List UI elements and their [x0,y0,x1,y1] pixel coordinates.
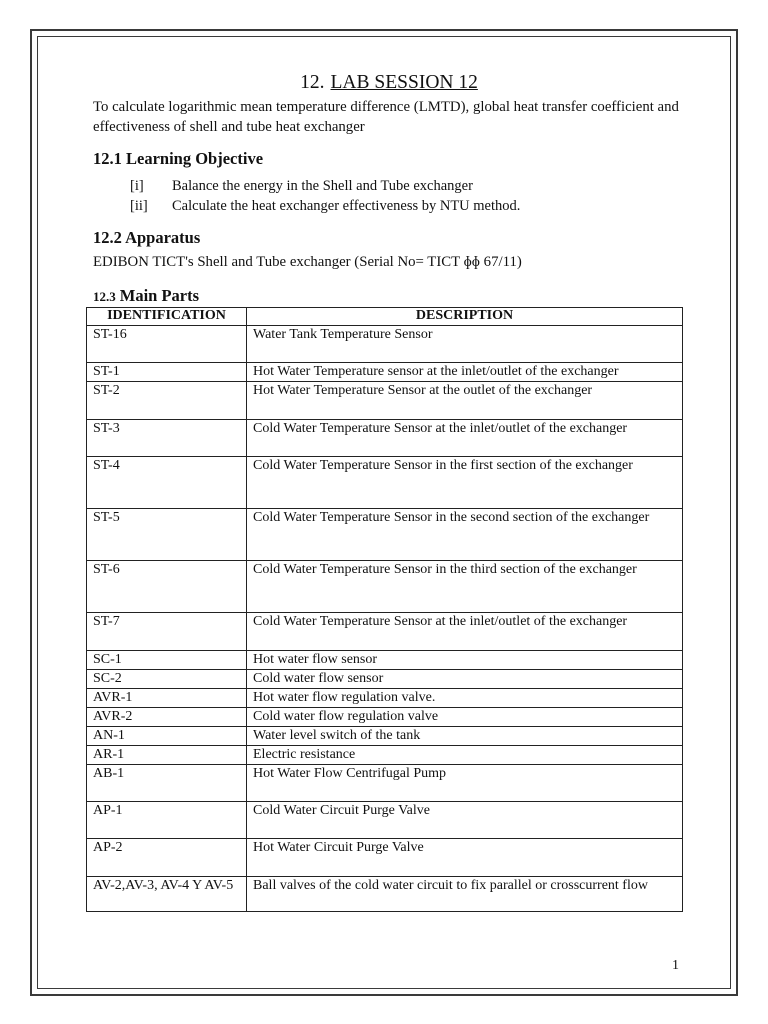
table-row [87,561,683,613]
table-row [87,765,683,802]
cell-id: SC-2 [87,670,247,689]
page-title [93,72,685,94]
cell-id: ST-1 [87,363,247,382]
cell-id: AP-1 [87,802,247,839]
list-marker: [i] [130,178,144,194]
cell-id: AR-1 [87,746,247,765]
objective-list [130,176,520,216]
cell-desc: Hot Water Flow Centrifugal Pump [247,765,683,802]
cell-id: AVR-1 [87,689,247,708]
cell-id: SC-1 [87,651,247,670]
table-row [87,746,683,765]
cell-desc: Electric resistance [247,746,683,765]
table-row [87,670,683,689]
cell-id: ST-6 [87,561,247,613]
cell-id: AV-2,AV-3, AV-4 Y AV-5 [87,877,247,912]
table-row [87,877,683,912]
list-item [130,196,520,216]
cell-desc: Water level switch of the tank [247,727,683,746]
cell-desc: Cold Water Circuit Purge Valve [247,802,683,839]
table-row [87,509,683,561]
cell-desc: Water Tank Temperature Sensor [247,326,683,363]
cell-id: ST-16 [87,326,247,363]
intro-paragraph: To calculate logarithmic mean temperature difference (LMTD), global heat transfer coefficient and effectiveness of shell and tube heat exchanger [93,99,679,135]
table-header-row [87,308,683,326]
list-marker: [ii] [130,198,148,214]
cell-id: ST-5 [87,509,247,561]
column-header-identification: IDENTIFICATION [87,308,247,326]
cell-desc: Cold Water Temperature Sensor in the second section of the exchanger [247,509,683,561]
table-row [87,689,683,708]
cell-desc: Hot Water Temperature sensor at the inlet/outlet of the exchanger [247,363,683,382]
title-text: LAB SESSION 12 [330,72,478,93]
main-parts-heading-text: Main Parts [119,286,200,305]
list-item [130,176,520,196]
title-number: 12. [300,72,325,93]
cell-id: AP-2 [87,839,247,877]
cell-desc: Hot water flow sensor [247,651,683,670]
table-row [87,727,683,746]
table-row [87,457,683,509]
cell-desc: Cold water flow regulation valve [247,708,683,727]
apparatus-heading: 12.2 Apparatus [93,228,201,247]
cell-desc: Hot Water Temperature Sensor at the outlet of the exchanger [247,382,683,420]
table-row [87,651,683,670]
column-header-description: DESCRIPTION [247,308,683,326]
list-item-text: Calculate the heat exchanger effectiveness by NTU method. [172,198,521,214]
table-row [87,420,683,457]
main-parts-heading-number: 12.3 [93,289,116,304]
learning-objective-heading: 12.1 Learning Objective [93,149,264,168]
cell-id: ST-3 [87,420,247,457]
cell-desc: Cold water flow sensor [247,670,683,689]
cell-desc: Cold Water Temperature Sensor at the inlet/outlet of the exchanger [247,613,683,651]
cell-desc: Cold Water Temperature Sensor in the first section of the exchanger [247,457,683,509]
table-row [87,326,683,363]
cell-desc: Hot water flow regulation valve. [247,689,683,708]
main-parts-heading [93,286,199,306]
cell-id: ST-4 [87,457,247,509]
table-row [87,382,683,420]
cell-id: AVR-2 [87,708,247,727]
page-number: 1 [672,958,679,973]
cell-desc: Cold Water Temperature Sensor in the third section of the exchanger [247,561,683,613]
table-row [87,839,683,877]
cell-desc: Hot Water Circuit Purge Valve [247,839,683,877]
list-item-text: Balance the energy in the Shell and Tube exchanger [172,178,473,194]
table-row [87,613,683,651]
cell-id: AB-1 [87,765,247,802]
cell-id: AN-1 [87,727,247,746]
apparatus-text: EDIBON TICT's Shell and Tube exchanger (Serial No= TICT ɸɸ 67/11) [93,254,522,270]
cell-id: ST-2 [87,382,247,420]
cell-id: ST-7 [87,613,247,651]
main-parts-table [86,307,683,912]
table-row [87,363,683,382]
table-row [87,802,683,839]
table-row [87,708,683,727]
cell-desc: Cold Water Temperature Sensor at the inlet/outlet of the exchanger [247,420,683,457]
cell-desc: Ball valves of the cold water circuit to fix parallel or crosscurrent flow [247,877,683,912]
